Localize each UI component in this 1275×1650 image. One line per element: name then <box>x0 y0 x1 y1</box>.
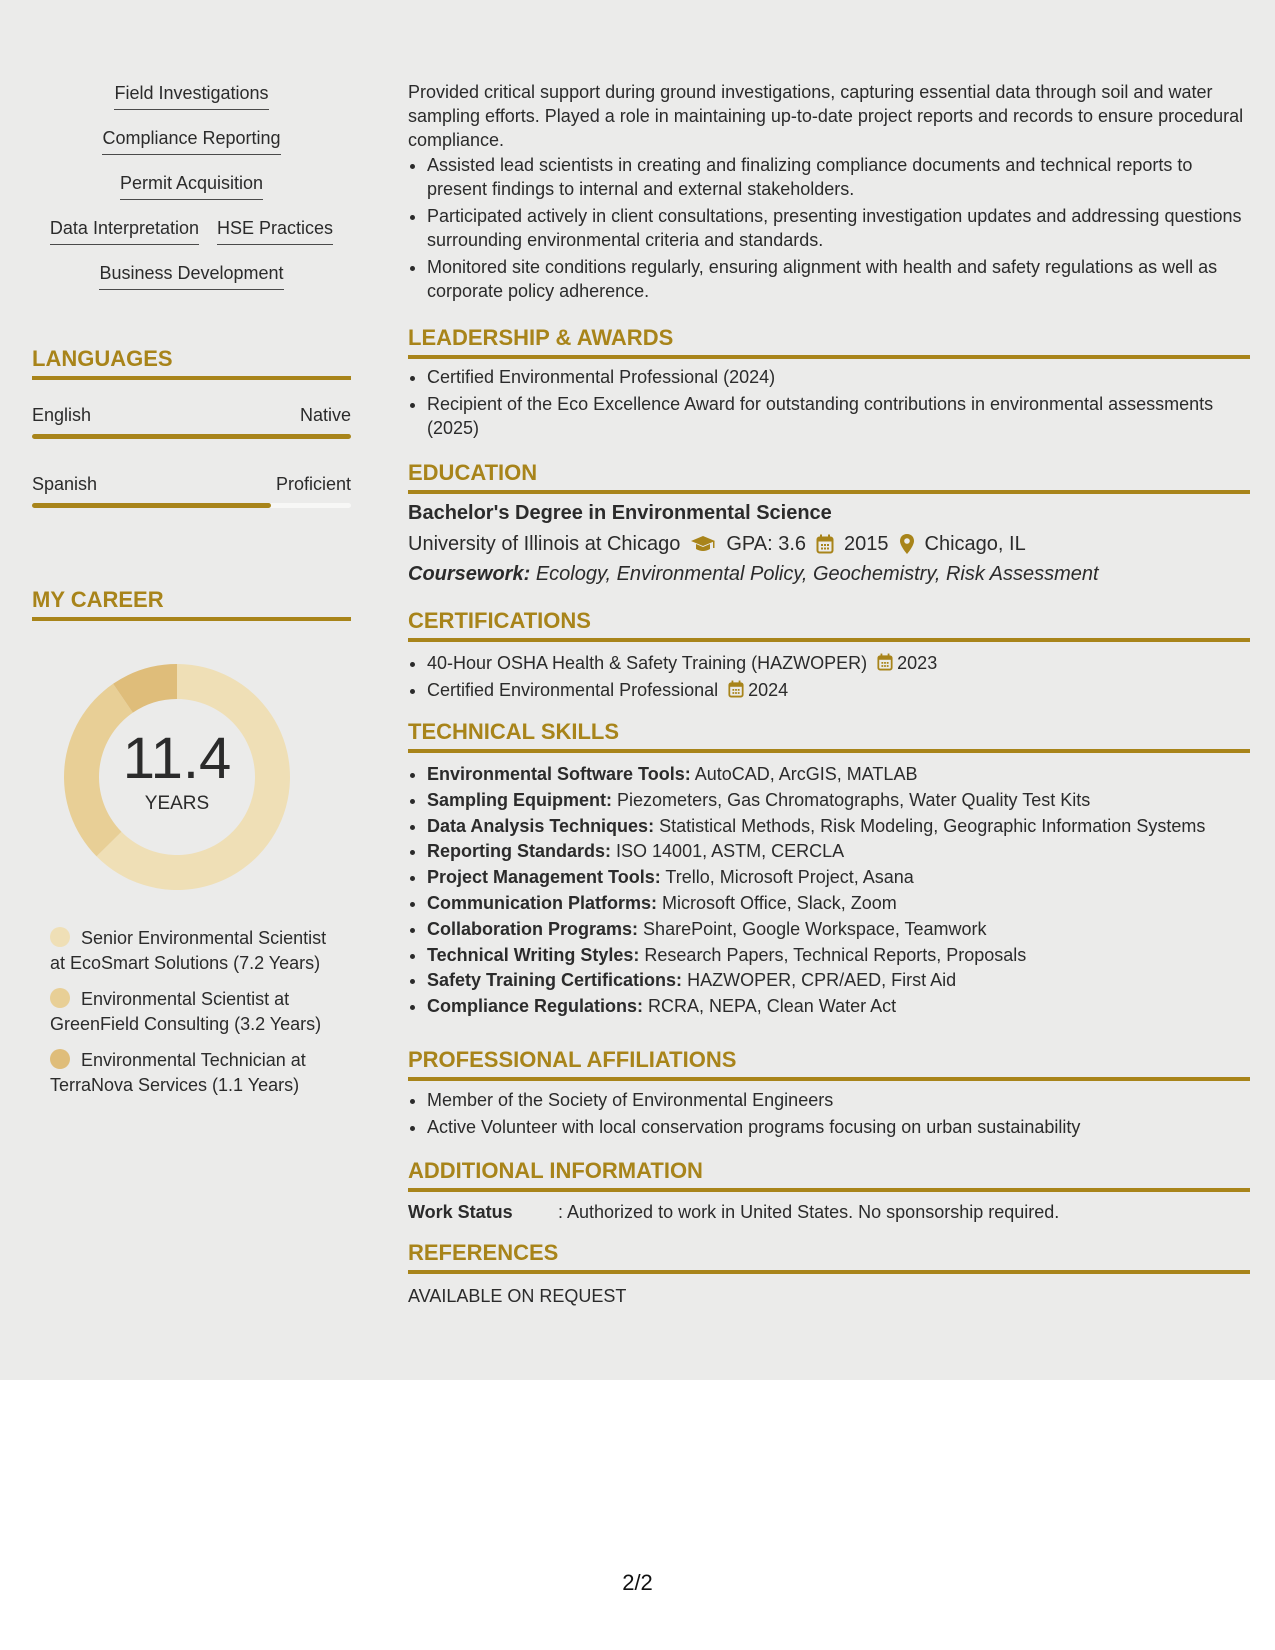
language-level: Proficient <box>275 474 351 494</box>
certification-name: Certified Environmental Professional <box>427 680 719 700</box>
certifications-list <box>408 651 1269 705</box>
location-pin-icon <box>899 533 915 555</box>
skill-row <box>32 127 351 172</box>
degree-title: Bachelor's Degree in Environmental Science <box>408 502 832 524</box>
language-bar-fill <box>32 503 271 508</box>
skill-value: RCRA, NEPA, Clean Water Act <box>648 996 897 1017</box>
skill-value: Trello, Microsoft Project, Asana <box>665 867 914 888</box>
legend-label: Senior Environmental Scientist at EcoSmart Solutions (7.2 Years) <box>50 928 327 973</box>
language-spanish <box>32 473 351 508</box>
references-text: AVAILABLE ON REQUEST <box>408 1286 627 1306</box>
calendar-icon <box>816 534 834 554</box>
language-level: Native <box>299 405 351 425</box>
skill-label: Environmental Software Tools: <box>427 764 691 784</box>
technical-skill-item <box>427 762 1269 786</box>
skill-tag: Field Investigations <box>114 82 268 110</box>
experience-bullet: • Participated actively in client consultations, presenting investigation updates and addressing questions surrounding environmental criteria and standards. <box>427 204 1250 252</box>
work-status-value: : Authorized to work in United States. No sponsorship required. <box>558 1202 1060 1222</box>
leadership-item: • Recipient of the Eco Excellence Award for outstanding contributions in environmental assessments (2025) <box>427 392 1269 440</box>
career-legend <box>50 926 330 1109</box>
skill-row <box>32 82 351 127</box>
career-legend-item <box>50 987 330 1037</box>
skill-row <box>32 172 351 217</box>
skill-value: HAZWOPER, CPR/AED, First Aid <box>687 970 957 991</box>
technical-skill-item <box>427 968 1269 992</box>
technical-skill-item <box>427 994 1269 1018</box>
skill-tag: Compliance Reporting <box>102 127 280 155</box>
skill-row <box>32 262 351 307</box>
career-donut-chart <box>64 664 290 890</box>
calendar-icon <box>728 680 744 698</box>
skill-tag: HSE Practices <box>217 217 333 245</box>
skill-value: Piezometers, Gas Chromatographs, Water Quality Test Kits <box>617 789 1091 810</box>
skill-tag: Permit Acquisition <box>120 172 263 200</box>
education-details <box>408 531 1250 557</box>
skill-value: ISO 14001, ASTM, CERCLA <box>616 841 845 862</box>
skill-label: Reporting Standards: <box>427 841 612 862</box>
language-bar <box>32 503 351 508</box>
experience-bullet: • Assisted lead scientists in creating and finalizing compliance documents and technical reports to present findings to internal and external stakeholders. <box>427 153 1250 201</box>
coursework-label: Coursework: <box>408 563 531 585</box>
skill-label: Sampling Equipment: <box>427 789 613 810</box>
certification-name: 40-Hour OSHA Health & Safety Training (HAZWOPER) <box>427 653 868 673</box>
certification-year: 2023 <box>897 653 938 673</box>
career-unit: YEARS <box>144 793 210 814</box>
affiliation-item: • Member of the Society of Environmental Engineers <box>427 1088 1269 1112</box>
skill-label: Project Management Tools: <box>427 867 661 888</box>
language-name: Spanish <box>32 474 98 494</box>
experience-bullet: • Monitored site conditions regularly, ensuring alignment with health and safety regulations as well as corporate policy adherence. <box>427 255 1250 303</box>
technical-skill-item <box>427 917 1269 941</box>
experience-continued <box>408 80 1250 306</box>
coursework-list: Ecology, Environmental Policy, Geochemistry, Risk Assessment <box>535 563 1099 585</box>
language-name: English <box>32 405 92 425</box>
skill-value: Microsoft Office, Slack, Zoom <box>662 892 897 913</box>
language-english <box>32 404 351 439</box>
page-number: 2/2 <box>622 1570 653 1595</box>
work-status <box>408 1200 1250 1224</box>
language-bar <box>32 434 351 439</box>
skill-label: Collaboration Programs: <box>427 918 639 939</box>
certification-year: 2024 <box>748 680 789 700</box>
gpa: GPA: 3.6 <box>726 533 807 555</box>
technical-skill-item <box>427 814 1269 838</box>
affiliation-item: • Active Volunteer with local conservation programs focusing on urban sustainability <box>427 1115 1269 1139</box>
school-location: Chicago, IL <box>924 533 1026 555</box>
career-heading: MY CAREER <box>32 587 351 621</box>
technical-skills-list <box>408 762 1269 1020</box>
technical-skill-item <box>427 943 1269 967</box>
skill-row <box>32 217 351 262</box>
work-status-label: Work Status <box>408 1202 513 1222</box>
skills-tags <box>32 82 351 307</box>
coursework <box>408 561 1250 587</box>
languages-heading: LANGUAGES <box>32 346 351 380</box>
legend-dot <box>50 1049 70 1069</box>
calendar-icon <box>877 653 893 671</box>
graduation-year: 2015 <box>844 533 889 555</box>
skill-tag: Data Interpretation <box>50 217 199 245</box>
certifications-heading: CERTIFICATIONS <box>408 608 1250 642</box>
references-heading: REFERENCES <box>408 1240 1250 1274</box>
experience-paragraph: Provided critical support during ground investigations, capturing essential data through soil and water sampling efforts. Played a role in maintaining up-to-date project reports and records to ensure procedural compliance. <box>408 82 1244 150</box>
skill-value: Statistical Methods, Risk Modeling, Geographic Information Systems <box>659 815 1206 836</box>
certification-item <box>427 651 1269 675</box>
legend-dot <box>50 988 70 1008</box>
technical-skill-item <box>427 788 1269 812</box>
leadership-list <box>408 365 1269 443</box>
certification-item <box>427 678 1269 702</box>
skill-label: Data Analysis Techniques: <box>427 815 655 836</box>
legend-dot <box>50 927 70 947</box>
education-heading: EDUCATION <box>408 460 1250 494</box>
skill-value: Research Papers, Technical Reports, Proposals <box>644 944 1027 965</box>
technical-skill-item <box>427 865 1269 889</box>
skill-value: SharePoint, Google Workspace, Teamwork <box>643 918 987 939</box>
skill-tag: Business Development <box>99 262 283 290</box>
technical-skill-item <box>427 839 1269 863</box>
technical-skill-item <box>427 891 1269 915</box>
legend-label: Environmental Technician at TerraNova Services (1.1 Years) <box>50 1050 306 1095</box>
affiliations-list <box>408 1088 1269 1142</box>
technical-skills-heading: TECHNICAL SKILLS <box>408 719 1250 753</box>
language-bar-fill <box>32 434 351 439</box>
skill-label: Communication Platforms: <box>427 892 658 913</box>
education-entry <box>408 500 1250 587</box>
career-total: 11.4 <box>122 726 232 791</box>
skill-value: AutoCAD, ArcGIS, MATLAB <box>694 764 918 784</box>
legend-label: Environmental Scientist at GreenField Consulting (3.2 Years) <box>50 989 322 1034</box>
graduation-cap-icon <box>690 534 716 554</box>
skill-label: Safety Training Certifications: <box>427 970 683 991</box>
career-legend-item <box>50 926 330 976</box>
leadership-heading: LEADERSHIP & AWARDS <box>408 325 1250 359</box>
career-legend-item <box>50 1048 330 1098</box>
school-name: University of Illinois at Chicago <box>408 533 681 555</box>
affiliations-heading: PROFESSIONAL AFFILIATIONS <box>408 1047 1250 1081</box>
leadership-item: • Certified Environmental Professional (2024) <box>427 365 1269 389</box>
experience-bullets <box>408 153 1250 303</box>
skill-label: Technical Writing Styles: <box>427 944 640 965</box>
additional-heading: ADDITIONAL INFORMATION <box>408 1158 1250 1192</box>
skill-label: Compliance Regulations: <box>427 996 644 1017</box>
